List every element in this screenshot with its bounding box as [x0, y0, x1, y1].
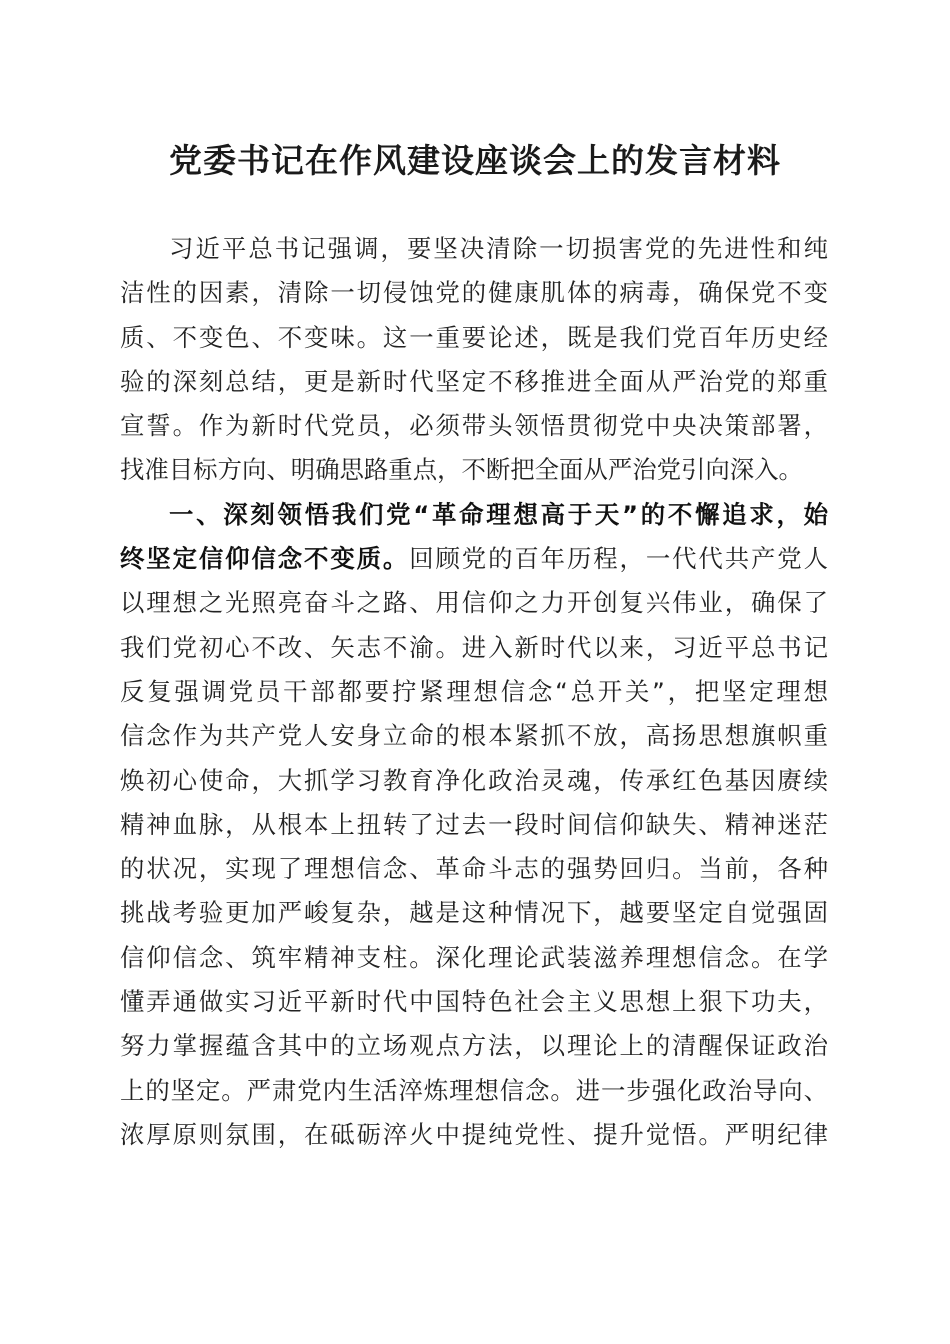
text-line: 焕初心使命，大抓学习教育净化政治灵魂，传承红色基因赓续: [120, 765, 828, 795]
text-line: 上的坚定。严肃党内生活淬炼理想信念。进一步强化政治导向、: [120, 1075, 828, 1105]
section-heading-tail: 终坚定信仰信念不变质。: [120, 544, 410, 574]
text-line: 以理想之光照亮奋斗之路、用信仰之力开创复兴伟业，确保了: [120, 588, 828, 618]
text-line: [120, 537, 828, 581]
text-line: 反复强调党员干部都要拧紧理想信念“总开关”，把坚定理想: [120, 676, 828, 706]
text-line: 浓厚原则氛围，在砥砺淬火中提纯党性、提升觉悟。严明纪律: [120, 1119, 828, 1149]
text-line: 的状况，实现了理想信念、革命斗志的强势回归。当前，各种: [120, 854, 828, 884]
text-line: 洁性的因素，清除一切侵蚀党的健康肌体的病毒，确保党不变: [120, 278, 828, 308]
text-line: 质、不变色、不变味。这一重要论述，既是我们党百年历史经: [120, 322, 828, 352]
text-line: 我们党初心不改、矢志不渝。进入新时代以来，习近平总书记: [120, 632, 828, 662]
document-title: 党委书记在作风建设座谈会上的发言材料: [169, 141, 781, 180]
section-heading-line: 一、深刻领悟我们党“革命理想高于天”的不懈追求，始: [169, 499, 828, 529]
text-line: 精神血脉，从根本上扭转了过去一段时间信仰缺失、精神迷茫: [120, 809, 828, 839]
text-line: 习近平总书记强调，要坚决清除一切损害党的先进性和纯: [169, 234, 828, 263]
text-line: 努力掌握蕴含其中的立场观点方法，以理论上的清醒保证政治: [120, 1031, 828, 1061]
section-text-run: 回顾党的百年历程，一代代共产党人: [409, 544, 828, 574]
text-line: 挑战考验更加严峻复杂，越是这种情况下，越要坚定自觉强固: [120, 898, 828, 928]
document-body: [120, 227, 828, 1157]
text-line: 信仰信念、筑牢精神支柱。深化理论武装滋养理想信念。在学: [120, 942, 828, 972]
section-1-paragraph: [120, 493, 828, 1157]
text-line: 验的深刻总结，更是新时代坚定不移推进全面从严治党的郑重: [120, 366, 828, 396]
text-line: 信念作为共产党人安身立命的根本紧抓不放，高扬思想旗帜重: [120, 721, 828, 751]
text-line: 找准目标方向、明确思路重点，不断把全面从严治党引向深入。: [120, 455, 803, 485]
text-line: 宣誓。作为新时代党员，必须带头领悟贯彻党中央决策部署，: [120, 411, 828, 441]
text-line: 懂弄通做实习近平新时代中国特色社会主义思想上狠下功夫，: [120, 987, 828, 1017]
intro-paragraph: [120, 227, 828, 493]
